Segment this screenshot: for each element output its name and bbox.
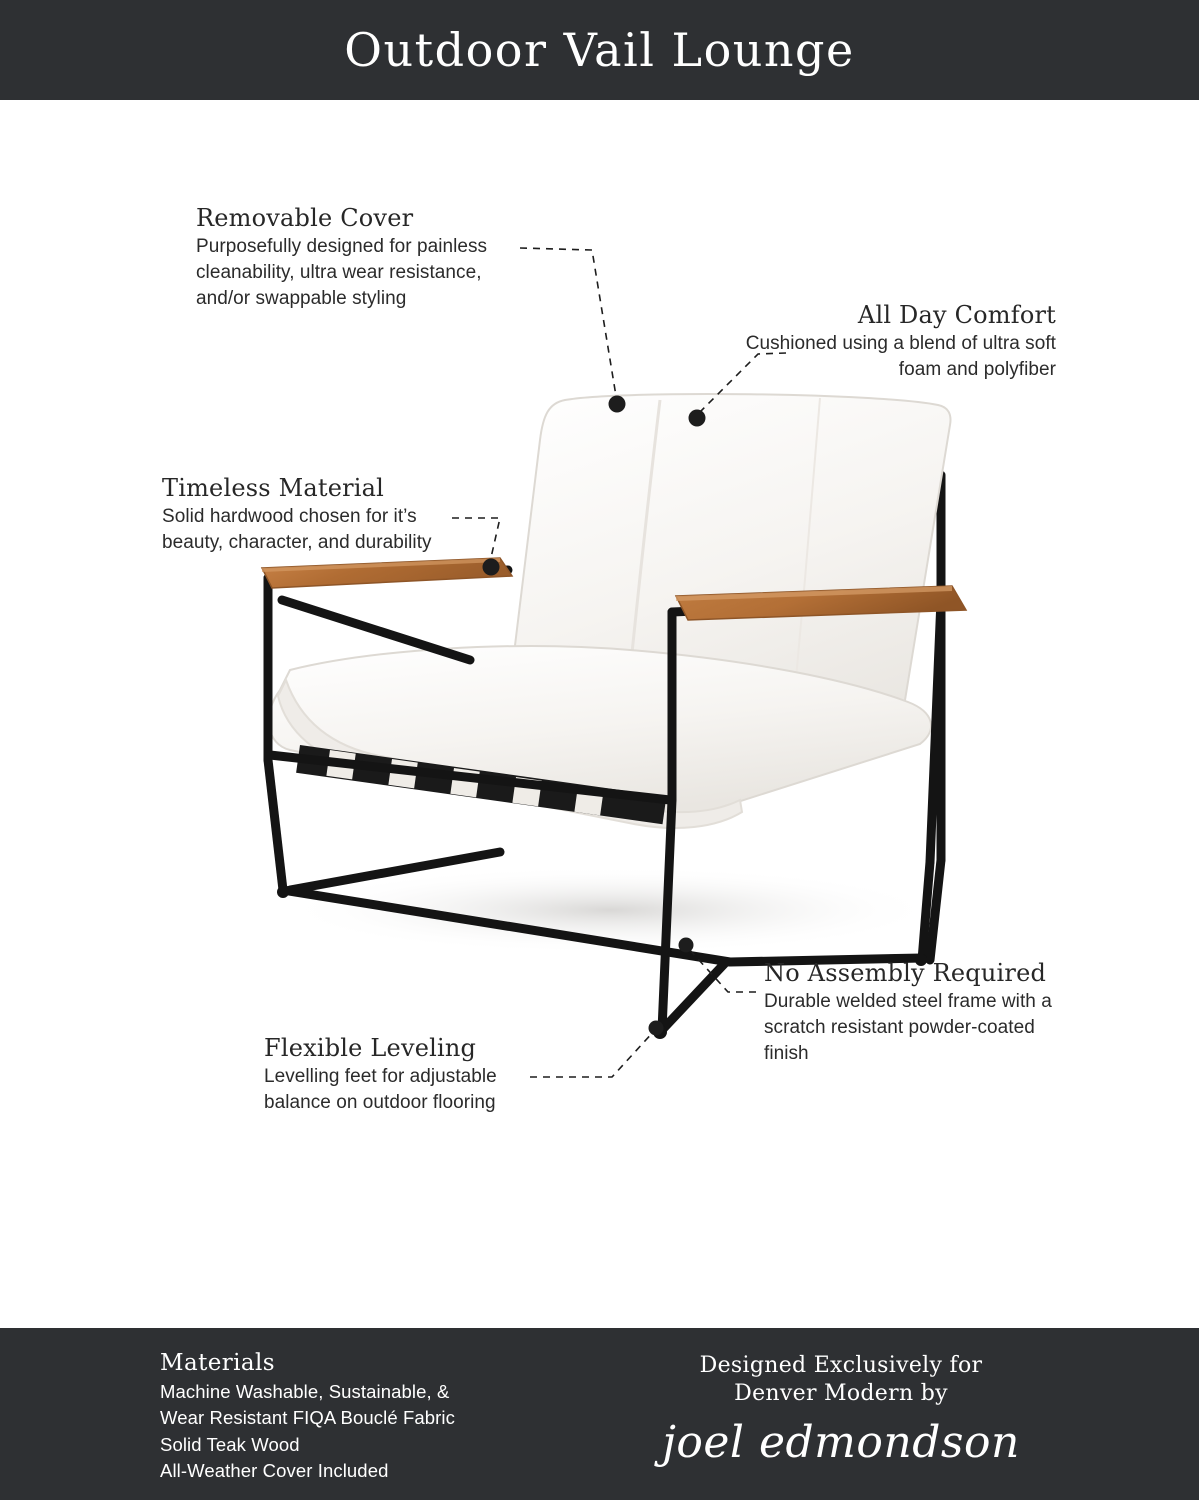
callout-body: Solid hardwood chosen for it’s beauty, character, and durability	[162, 506, 432, 554]
callout-title: No Assembly Required	[764, 959, 1047, 987]
page-title: Outdoor Vail Lounge	[344, 23, 855, 77]
dot-no-assembly	[679, 938, 694, 953]
callout-title: All Day Comfort	[857, 301, 1056, 329]
page-header	[0, 0, 1199, 100]
dot-removable-cover	[609, 396, 626, 413]
callout-all-day-comfort	[700, 302, 1056, 383]
dot-flexible-leveling	[649, 1021, 664, 1036]
callout-timeless-material	[162, 475, 472, 556]
dot-timeless-material	[483, 559, 500, 576]
callout-body: Durable welded steel frame with a scratch resistant powder-coated finish	[764, 991, 1052, 1065]
materials-line: Machine Washable, Sustainable, &	[160, 1381, 450, 1402]
callout-removable-cover	[196, 205, 526, 312]
designer-signature: joel edmondson	[662, 1417, 1020, 1468]
callout-body: Cushioned using a blend of ultra soft foam and polyfiber	[745, 333, 1056, 381]
callout-body: Levelling feet for adjustable balance on outdoor flooring	[264, 1066, 497, 1114]
callout-no-assembly-required	[764, 960, 1084, 1067]
designer-credit-line-2: Denver Modern by	[734, 1380, 948, 1406]
designer-credit	[631, 1352, 1051, 1468]
chair-illustration	[0, 100, 1199, 1328]
page-footer	[0, 1328, 1199, 1500]
designer-credit-line-1: Designed Exclusively for	[699, 1353, 983, 1378]
callout-title: Timeless Material	[162, 474, 385, 502]
dot-all-day-comfort	[689, 410, 706, 427]
callout-body: Purposefully designed for painless cleanability, ultra wear resistance, and/or swappable styling	[196, 236, 488, 310]
materials-title: Materials	[160, 1350, 275, 1376]
callout-flexible-leveling	[264, 1035, 526, 1116]
materials-line: All-Weather Cover Included	[160, 1459, 389, 1481]
materials-line: Solid Teak Wood	[160, 1433, 300, 1455]
materials-line: Wear Resistant FIQA Bouclé Fabric	[160, 1407, 455, 1429]
callout-title: Flexible Leveling	[264, 1034, 477, 1062]
callout-title: Removable Cover	[196, 204, 414, 232]
product-diagram	[0, 100, 1199, 1328]
materials-block	[160, 1350, 640, 1484]
materials-list	[160, 1379, 640, 1484]
